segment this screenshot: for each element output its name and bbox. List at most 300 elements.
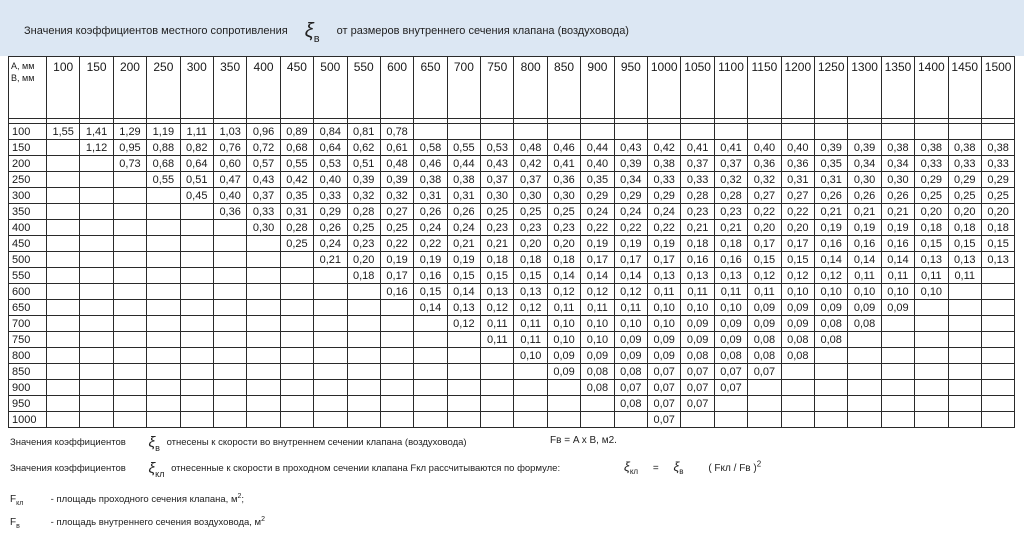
coefficient-cell: 0,73 [113,156,146,172]
coefficient-cell: 0,20 [748,220,781,236]
column-header: 500 [314,57,347,119]
coefficient-cell: 0,64 [180,156,213,172]
coefficient-cell: 0,61 [380,140,413,156]
coefficient-cell: 0,11 [714,284,747,300]
column-header: 1450 [948,57,981,119]
coefficient-cell [881,332,914,348]
coefficient-cell [981,348,1014,364]
coefficient-cell: 0,09 [814,300,847,316]
coefficient-cell [213,396,246,412]
coefficient-cell: 0,40 [213,188,246,204]
table-row [9,220,1015,236]
coefficient-cell: 0,09 [848,300,881,316]
coefficient-cell [147,364,180,380]
coefficient-cell: 0,53 [314,156,347,172]
row-header: 950 [9,396,47,412]
coefficient-cell [213,380,246,396]
coefficient-cell [113,364,146,380]
coefficient-cell [314,364,347,380]
coefficient-cell: 0,13 [447,300,480,316]
coefficient-cell [147,204,180,220]
coefficient-cell [280,316,313,332]
table-row [9,348,1015,364]
coefficient-cell: 0,37 [247,188,280,204]
coefficient-cell: 0,39 [814,140,847,156]
coefficient-cell: 0,22 [648,220,681,236]
coefficient-cell: 0,24 [447,220,480,236]
coefficient-cell [681,412,714,428]
coefficient-cell [915,396,948,412]
coefficient-cell: 0,47 [213,172,246,188]
coefficient-cell: 0,22 [614,220,647,236]
coefficient-cell [915,380,948,396]
coefficient-cell [180,316,213,332]
row-header: 150 [9,140,47,156]
coefficient-cell: 0,10 [614,316,647,332]
coefficient-cell [47,300,80,316]
coefficient-cell: 0,07 [648,412,681,428]
coefficient-cell [247,380,280,396]
coefficient-cell [347,396,380,412]
coefficient-cell [714,412,747,428]
coefficient-cell [915,332,948,348]
coefficient-cell: 1,55 [47,124,80,140]
coefficient-cell: 0,20 [514,236,547,252]
coefficient-cell: 0,11 [481,316,514,332]
coefficient-cell: 0,10 [681,300,714,316]
coefficient-cell [848,348,881,364]
coefficient-cell: 0,88 [147,140,180,156]
coefficient-cell: 0,27 [748,188,781,204]
coefficient-cell [414,316,447,332]
coefficient-cell: 0,12 [447,316,480,332]
coefficient-cell: 0,15 [414,284,447,300]
coefficient-cell [180,236,213,252]
coefficient-cell: 0,16 [714,252,747,268]
coefficient-cell [748,412,781,428]
coefficient-cell: 0,12 [481,300,514,316]
coefficient-cell: 0,15 [781,252,814,268]
coefficient-cell: 0,22 [414,236,447,252]
column-header: 1400 [915,57,948,119]
coefficient-cell [814,380,847,396]
coefficient-cell [447,348,480,364]
coefficient-cell: 0,16 [814,236,847,252]
coefficient-cell [113,252,146,268]
coefficient-cell: 0,17 [581,252,614,268]
coefficient-cell: 0,40 [581,156,614,172]
coefficient-cell [447,364,480,380]
coefficient-cell: 0,10 [581,332,614,348]
coefficient-cell [113,236,146,252]
coefficient-cell: 0,07 [681,396,714,412]
corner-cell: A, мм B, мм [9,57,47,119]
coefficient-cell: 0,33 [981,156,1014,172]
row-header: 700 [9,316,47,332]
coefficient-cell: 0,16 [681,252,714,268]
column-header: 1000 [648,57,681,119]
coefficient-cell [80,316,113,332]
column-header: 850 [547,57,580,119]
coefficient-cell: 0,08 [814,316,847,332]
coefficient-cell: 0,25 [514,204,547,220]
coefficient-cell [147,300,180,316]
coefficient-cell [147,268,180,284]
coefficient-cell: 0,09 [714,332,747,348]
coefficient-cell: 0,30 [247,220,280,236]
row-header: 300 [9,188,47,204]
coefficient-cell [147,220,180,236]
coefficient-cell [113,220,146,236]
coefficient-cell [380,332,413,348]
coefficient-cell: 0,10 [814,284,847,300]
coefficient-cell: 0,28 [714,188,747,204]
column-header: 1300 [848,57,881,119]
table-row [9,188,1015,204]
coefficient-cell: 0,24 [414,220,447,236]
coefficient-cell: 0,07 [648,396,681,412]
coefficient-cell [280,252,313,268]
table-row [9,284,1015,300]
coefficient-cell: 0,38 [981,140,1014,156]
coefficient-cell: 0,31 [414,188,447,204]
coefficient-cell [915,364,948,380]
coefficient-cell: 0,23 [514,220,547,236]
coefficient-cell: 0,08 [748,332,781,348]
coefficient-cell: 0,16 [848,236,881,252]
coefficient-cell: 0,40 [781,140,814,156]
coefficient-cell: 0,18 [514,252,547,268]
coefficient-cell: 0,29 [981,172,1014,188]
coefficient-cell [948,412,981,428]
coefficient-cell [614,412,647,428]
coefficient-cell: 0,19 [814,220,847,236]
coefficient-cell: 0,24 [581,204,614,220]
coefficient-cell [80,268,113,284]
coefficient-cell: 0,09 [781,300,814,316]
coefficient-cell [514,364,547,380]
coefficient-cell: 0,29 [648,188,681,204]
coefficient-cell: 0,10 [714,300,747,316]
column-header: 200 [113,57,146,119]
coefficient-cell: 0,33 [681,172,714,188]
coefficient-cell [380,412,413,428]
coefficient-cell [147,236,180,252]
coefficient-cell: 0,07 [614,380,647,396]
coefficient-cell [213,412,246,428]
coefficient-cell [781,124,814,140]
coefficient-cell: 0,24 [614,204,647,220]
coefficient-cell [447,412,480,428]
coefficient-cell: 0,13 [514,284,547,300]
coefficient-cell: 0,25 [280,236,313,252]
coefficient-cell [347,380,380,396]
coefficient-cell [80,284,113,300]
coefficient-cell: 0,39 [848,140,881,156]
coefficient-cell: 0,43 [481,156,514,172]
coefficient-cell [113,380,146,396]
coefficient-cell [648,124,681,140]
coefficient-cell [180,220,213,236]
coefficient-cell: 0,20 [915,204,948,220]
coefficient-cell: 0,13 [648,268,681,284]
coefficient-cell [80,252,113,268]
coefficient-cell [547,124,580,140]
column-header: 600 [380,57,413,119]
coefficient-cell [714,396,747,412]
coefficient-cell: 0,55 [447,140,480,156]
coefficient-cell [380,316,413,332]
coefficient-cell: 0,25 [948,188,981,204]
coefficient-cell [981,380,1014,396]
coefficient-cell [414,332,447,348]
coefficient-cell [280,268,313,284]
coefficient-cell [314,332,347,348]
coefficient-cell: 0,09 [648,332,681,348]
coefficient-cell [47,252,80,268]
coefficient-cell [347,348,380,364]
column-header: 1050 [681,57,714,119]
coefficient-cell [147,380,180,396]
coefficient-cell [447,380,480,396]
coefficient-cell [180,284,213,300]
coefficient-cell [180,412,213,428]
coefficient-cell [47,204,80,220]
coefficient-cell [113,268,146,284]
coefficient-cell: 0,15 [447,268,480,284]
coefficient-cell: 0,32 [347,188,380,204]
coefficient-cell [47,284,80,300]
row-header: 850 [9,364,47,380]
coefficient-cell [247,252,280,268]
coefficient-cell: 0,11 [581,300,614,316]
coefficient-cell [848,364,881,380]
coefficient-cell: 0,39 [347,172,380,188]
column-header: 1500 [981,57,1014,119]
coefficient-cell [247,284,280,300]
coefficient-cell [380,364,413,380]
coefficient-cell: 0,76 [213,140,246,156]
row-header: 750 [9,332,47,348]
coefficient-cell: 0,27 [781,188,814,204]
coefficient-cell: 0,18 [681,236,714,252]
coefficient-cell: 0,11 [648,284,681,300]
column-header: 1350 [881,57,914,119]
coefficient-cell: 0,29 [915,172,948,188]
coefficient-cell: 0,43 [614,140,647,156]
coefficient-cell: 0,09 [681,316,714,332]
coefficient-table [8,56,1015,428]
coefficient-cell: 0,36 [213,204,246,220]
coefficient-cell [948,316,981,332]
coefficient-cell: 0,08 [781,348,814,364]
coefficient-cell: 0,10 [581,316,614,332]
coefficient-cell [47,396,80,412]
coefficient-cell: 0,16 [380,284,413,300]
coefficient-cell: 0,08 [681,348,714,364]
coefficient-cell: 0,12 [614,284,647,300]
coefficient-cell [948,348,981,364]
coefficient-cell [180,300,213,316]
coefficient-cell: 0,42 [280,172,313,188]
legend-fv: $F_в$ - площадь внутреннего сечения воздуховода, $м^2$ [10,516,265,531]
coefficient-cell [414,396,447,412]
coefficient-cell [781,364,814,380]
table-row [9,268,1015,284]
coefficient-cell: 0,13 [681,268,714,284]
coefficient-cell [80,172,113,188]
coefficient-cell [47,188,80,204]
coefficient-cell: 0,15 [748,252,781,268]
column-header: 950 [614,57,647,119]
coefficient-cell [414,380,447,396]
coefficient-cell [581,412,614,428]
coefficient-cell: 0,37 [481,172,514,188]
coefficient-cell: 0,33 [314,188,347,204]
coefficient-cell: 0,11 [915,268,948,284]
coefficient-cell [47,412,80,428]
coefficient-cell: 0,34 [614,172,647,188]
coefficient-cell: 0,11 [881,268,914,284]
coefficient-cell: 0,14 [848,252,881,268]
coefficient-cell: 0,37 [681,156,714,172]
coefficient-cell [380,396,413,412]
coefficient-cell: 0,08 [614,364,647,380]
coefficient-cell: 0,37 [514,172,547,188]
coefficient-cell [280,300,313,316]
table-row [9,364,1015,380]
column-header: 450 [280,57,313,119]
coefficient-cell [80,236,113,252]
coefficient-cell: 0,33 [948,156,981,172]
coefficient-cell [314,316,347,332]
coefficient-cell [481,364,514,380]
coefficient-cell [113,332,146,348]
coefficient-cell: 0,46 [547,140,580,156]
coefficient-cell [881,380,914,396]
row-header: 800 [9,348,47,364]
coefficient-cell [848,124,881,140]
coefficient-cell: 0,25 [347,220,380,236]
coefficient-cell: 0,08 [781,332,814,348]
coefficient-cell [447,124,480,140]
coefficient-cell: 0,32 [748,172,781,188]
coefficient-cell [314,380,347,396]
coefficient-cell: 0,10 [648,316,681,332]
coefficient-cell: 0,13 [915,252,948,268]
note-line-2: Значения коэффициентов $\xi_{кл}$ отнесенные к скорости в проходном сечении клапана Fкл рассчитываются по формуле: $\xi_{кл} = \xi_в$ ( Fкл / Fв )$^2$ [10,459,762,479]
coefficient-cell [180,348,213,364]
coefficient-cell: 0,19 [881,220,914,236]
row-header: 200 [9,156,47,172]
coefficient-cell: 0,82 [180,140,213,156]
coefficient-cell [981,268,1014,284]
coefficient-cell: 0,18 [981,220,1014,236]
coefficient-cell: 0,25 [547,204,580,220]
coefficient-cell: 0,18 [915,220,948,236]
coefficient-cell [213,300,246,316]
coefficient-cell: 0,08 [748,348,781,364]
coefficient-cell [748,124,781,140]
coefficient-cell [314,284,347,300]
coefficient-cell [948,396,981,412]
column-header: 300 [180,57,213,119]
coefficient-cell: 0,30 [481,188,514,204]
coefficient-cell [981,396,1014,412]
coefficient-cell [881,316,914,332]
coefficient-cell: 1,41 [80,124,113,140]
column-header: 400 [247,57,280,119]
coefficient-cell [147,412,180,428]
coefficient-cell: 0,24 [314,236,347,252]
coefficient-cell [47,172,80,188]
coefficient-cell: 0,96 [247,124,280,140]
coefficient-cell [915,300,948,316]
coefficient-cell: 0,19 [581,236,614,252]
coefficient-cell [47,364,80,380]
column-header: 650 [414,57,447,119]
row-header: 600 [9,284,47,300]
coefficient-cell: 0,07 [648,380,681,396]
table-row [9,396,1015,412]
coefficient-cell [314,268,347,284]
coefficient-cell: 0,40 [314,172,347,188]
coefficient-cell: 0,19 [648,236,681,252]
coefficient-cell [447,396,480,412]
coefficient-cell: 1,03 [213,124,246,140]
coefficient-cell [213,252,246,268]
row-header: 1000 [9,412,47,428]
coefficient-cell: 0,17 [781,236,814,252]
coefficient-cell: 0,09 [881,300,914,316]
table-row [9,140,1015,156]
coefficient-cell [380,380,413,396]
coefficient-cell [147,188,180,204]
coefficient-cell: 0,28 [347,204,380,220]
coefficient-cell [347,284,380,300]
coefficient-cell: 0,21 [714,220,747,236]
coefficient-cell: 0,14 [614,268,647,284]
coefficient-cell: 0,36 [547,172,580,188]
coefficient-cell: 0,34 [881,156,914,172]
coefficient-cell: 0,41 [714,140,747,156]
coefficient-cell: 0,15 [981,236,1014,252]
title-text-after: от размеров внутреннего сечения клапана (воздуховода) [336,25,629,37]
coefficient-cell: 0,22 [748,204,781,220]
coefficient-cell [814,348,847,364]
coefficient-cell: 0,17 [748,236,781,252]
coefficient-cell: 0,11 [948,268,981,284]
table-row [9,124,1015,140]
coefficient-cell [581,396,614,412]
coefficient-cell [113,300,146,316]
coefficient-cell: 0,53 [481,140,514,156]
coefficient-cell [347,412,380,428]
table-row [9,332,1015,348]
coefficient-cell [113,204,146,220]
coefficient-cell [180,380,213,396]
coefficient-cell: 0,18 [547,252,580,268]
coefficient-cell: 0,07 [714,364,747,380]
column-header: 100 [47,57,80,119]
coefficient-cell: 0,29 [948,172,981,188]
coefficient-cell [213,332,246,348]
coefficient-cell: 0,58 [414,140,447,156]
coefficient-cell: 0,25 [981,188,1014,204]
coefficient-cell: 0,84 [314,124,347,140]
table-row [9,300,1015,316]
coefficient-cell: 0,23 [714,204,747,220]
